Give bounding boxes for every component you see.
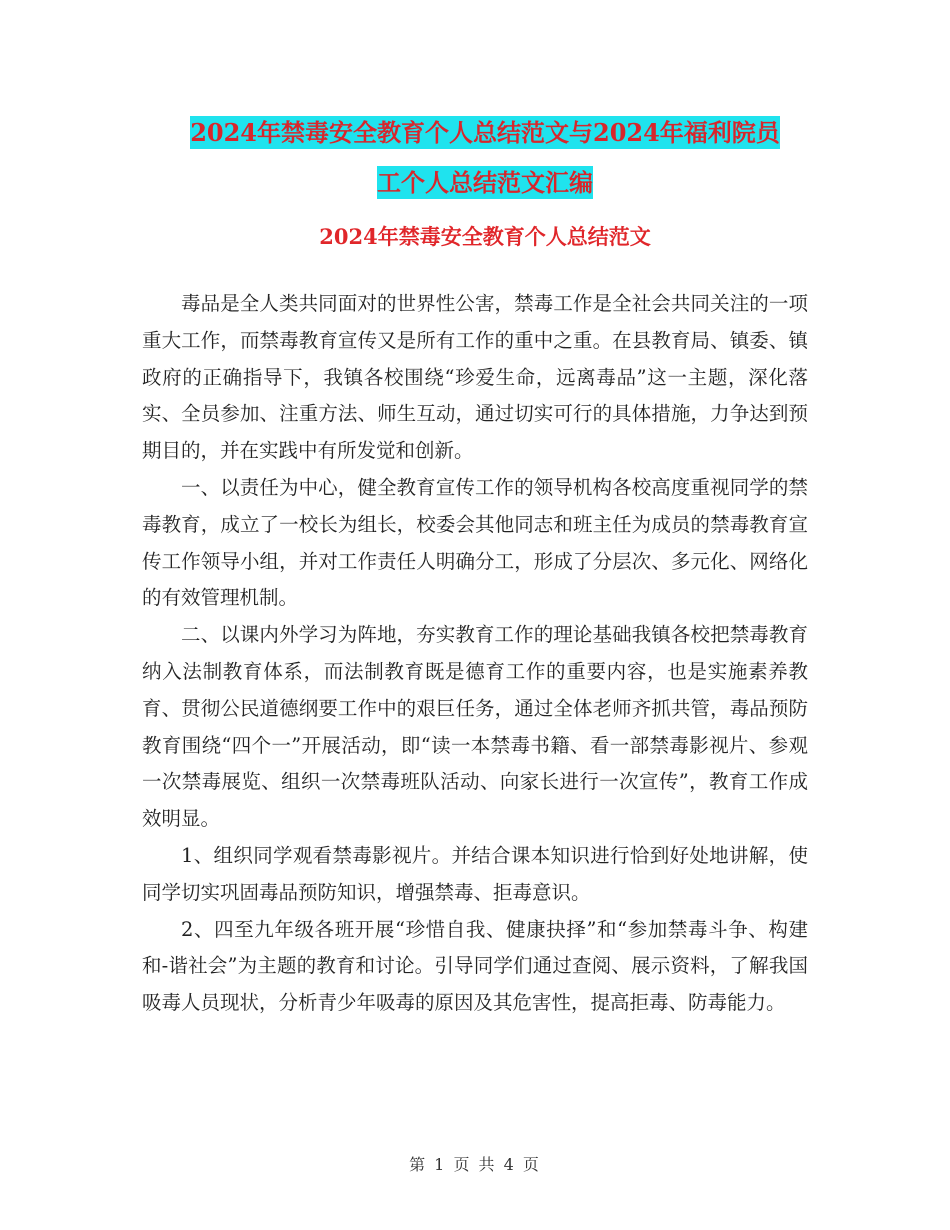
document-body [142,286,808,1022]
paragraph-item-1: 1、组织同学观看禁毒影视片。并结合课本知识进行恰到好处地讲解，使同学切实巩固毒品预防知识，增强禁毒、拒毒意识。 [142,843,808,904]
document-title [140,108,830,208]
paragraph-responsibility: 一、以责任为中心，健全教育宣传工作的领导机构各校高度重视同学的禁毒教育，成立了一校长为组长，校委会其他同志和班主任为成员的禁毒教育宣传工作领导小组，并对工作责任人明确分工，形成了分层次、多元化、网络化的有效管理机制。 [142,475,808,610]
page-number-footer: 第 1 页 共 4 页 [409,1155,541,1174]
section-title: 2024年禁毒安全教育个人总结范文 [319,224,651,249]
document-title-line-2: 工个人总结范文汇编 [377,168,593,197]
document-title-line-1: 2024年禁毒安全教育个人总结范文与2024年福利院员 [190,118,780,147]
paragraph-item-2: 2、四至九年级各班开展“珍惜自我、健康抉择”和“参加禁毒斗争、构建和-谐社会”为主题的教育和讨论。引导同学们通过查阅、展示资料，了解我国吸毒人员现状，分析青少年吸毒的原因及其危害性，提高拒毒、防毒能力。 [142,917,808,1015]
paragraph-curriculum: 二、以课内外学习为阵地，夯实教育工作的理论基础我镇各校把禁毒教育纳入法制教育体系，而法制教育既是德育工作的重要内容，也是实施素养教育、贯彻公民道德纲要工作中的艰巨任务，通过全体老师齐抓共管，毒品预防教育围绕“四个一”开展活动，即“读一本禁毒书籍、看一部禁毒影视片、参观一次禁毒展览、组织一次禁毒班队活动、向家长进行一次宣传”，教育工作成效明显。 [142,623,808,831]
paragraph-intro: 毒品是全人类共同面对的世界性公害，禁毒工作是全社会共同关注的一项重大工作，而禁毒教育宣传又是所有工作的重中之重。在县教育局、镇委、镇政府的正确指导下，我镇各校围绕“珍爱生命，远离毒品”这一主题，深化落实、全员参加、注重方法、师生互动，通过切实可行的具体措施，力争达到预期目的，并在实践中有所发觉和创新。 [142,292,808,463]
